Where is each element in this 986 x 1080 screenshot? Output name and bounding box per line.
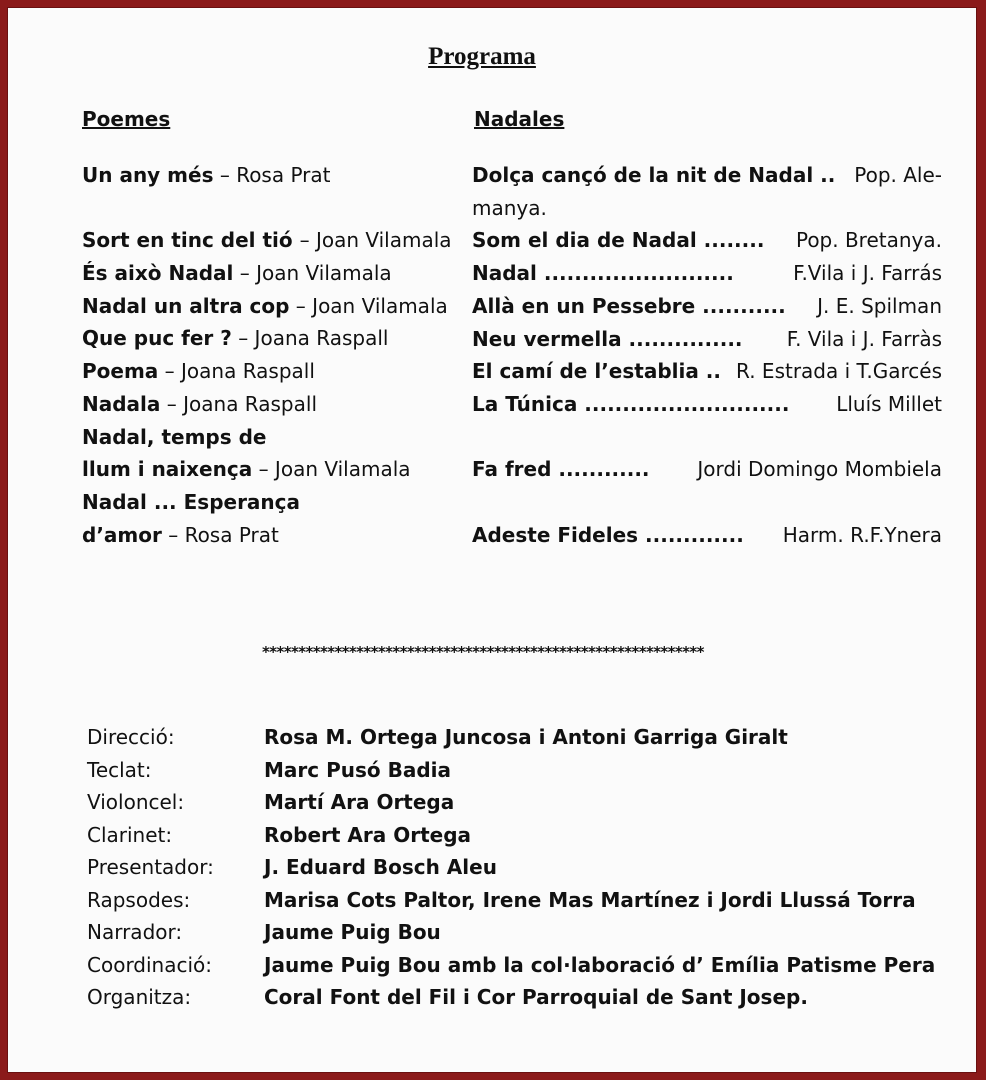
credit-row (87, 754, 935, 787)
carol-item (472, 257, 942, 290)
poem-author: – Joan Vilamala (233, 261, 392, 286)
poem-author: – Joan Vilamala (289, 293, 448, 318)
poem-item (82, 192, 482, 225)
poem-item (82, 421, 482, 454)
poem-author: – Joana Raspall (231, 326, 389, 351)
poem-title: És això Nadal (82, 261, 234, 286)
carol-item (472, 355, 942, 388)
carol-title: La Túnica ........................... (472, 391, 790, 416)
carol-item (472, 453, 942, 486)
credit-row (87, 851, 935, 884)
credit-role: Narrador: (87, 920, 183, 944)
carol-title: Nadal ......................... (472, 261, 734, 286)
carol-item (472, 486, 942, 519)
carol-item (472, 388, 942, 421)
carol-title: Allà en un Pessebre ........... (472, 293, 786, 318)
poem-title: d’amor (82, 522, 162, 547)
carol-author: R. Estrada i T.Garcés (736, 359, 942, 384)
carol-author: manya. (472, 195, 547, 220)
poem-item (82, 322, 482, 355)
poem-item (82, 257, 482, 290)
carol-title: El camí de l’establia .. (472, 359, 721, 384)
carols-list (472, 159, 942, 551)
poem-title: Nadal un altra cop (82, 293, 290, 318)
credit-row (87, 786, 935, 819)
credit-row (87, 819, 935, 852)
program-sheet (7, 7, 977, 1073)
poem-author: – Joan Vilamala (299, 228, 452, 253)
credits-list (87, 721, 935, 1014)
credit-role: Organitza: (87, 985, 192, 1009)
credit-name: Marisa Cots Paltor, Irene Mas Martínez i Jordi Llussá Torra (264, 887, 916, 912)
poem-title: Poema (82, 359, 159, 384)
poem-title: llum i naixença (82, 457, 253, 482)
carol-item (472, 192, 942, 225)
carol-author: Pop. Bretanya. (795, 228, 942, 253)
carol-author: J. E. Spilman (817, 293, 942, 318)
credit-row (87, 981, 935, 1014)
credit-role: Coordinació: (87, 952, 213, 977)
poem-item (82, 388, 482, 421)
carol-item (472, 323, 942, 356)
poem-title: Sort en tinc del tió (82, 228, 300, 253)
carol-item (472, 421, 942, 454)
carol-title: Fa fred ............ (472, 457, 650, 482)
credit-name: Jaume Puig Bou amb la col·laboració d’ Emília Patisme Pera (264, 952, 936, 977)
carol-title: Adeste Fideles ............. (472, 522, 744, 547)
credit-name: Robert Ara Ortega (264, 822, 472, 847)
poem-item (82, 224, 482, 257)
carol-author: Pop. Ale- (854, 163, 942, 187)
credit-name: Jaume Puig Bou (264, 920, 441, 944)
credit-name: Rosa M. Ortega Juncosa i Antoni Garriga Giralt (264, 725, 788, 749)
credit-name: J. Eduard Bosch Aleu (264, 855, 497, 879)
poem-item (82, 453, 482, 486)
credit-role: Teclat: (87, 757, 152, 782)
credit-role: Clarinet: (87, 822, 173, 847)
carol-author: Harm. R.F.Ynera (782, 522, 942, 547)
poem-author: – Rosa Prat (161, 522, 279, 547)
credit-row (87, 721, 935, 754)
poem-item (82, 355, 482, 388)
credit-role: Violoncel: (87, 790, 185, 814)
carol-author: Jordi Domingo Mombiela (697, 457, 942, 482)
credit-name: Coral Font del Fil i Cor Parroquial de Sant Josep. (264, 985, 808, 1009)
credit-role: Rapsodes: (87, 887, 191, 912)
poem-item (82, 159, 482, 192)
page-title: Programa (428, 43, 536, 70)
credit-row (87, 884, 935, 917)
carols-header: Nadales (474, 107, 565, 131)
carol-title: Som el dia de Nadal ........ (472, 228, 765, 253)
poem-title: Nadal ... Esperança (82, 489, 301, 514)
credit-row (87, 916, 935, 949)
credit-row (87, 949, 935, 982)
credit-role: Presentador: (87, 855, 214, 879)
poems-list (82, 159, 482, 551)
carol-author: F. Vila i J. Farràs (786, 326, 942, 351)
poem-item (82, 519, 482, 552)
carol-title: Neu vermella ............... (472, 326, 743, 351)
poem-item (82, 290, 482, 323)
poem-author: – Rosa Prat (213, 163, 331, 187)
carol-item (472, 159, 942, 192)
poem-title: Un any més (82, 163, 214, 187)
poem-item (82, 486, 482, 519)
carol-item (472, 290, 942, 323)
poem-author: – Joan Vilamala (252, 457, 411, 482)
separator-line: ************************************************************* (262, 643, 704, 661)
poems-header: Poemes (82, 107, 171, 131)
credit-role: Direcció: (87, 725, 175, 749)
poem-title: Nadala (82, 391, 161, 416)
carol-item (472, 519, 942, 552)
poem-author: – Joana Raspall (158, 359, 315, 384)
carol-author: F.Vila i J. Farrás (793, 261, 942, 286)
carol-item (472, 224, 942, 257)
poem-author: – Joana Raspall (160, 391, 317, 416)
poem-title: Nadal, temps de (82, 424, 267, 449)
credit-name: Martí Ara Ortega (264, 790, 455, 814)
carol-title: Dolça cançó de la nit de Nadal .. (472, 163, 836, 187)
carol-author: Lluís Millet (836, 391, 942, 416)
credit-name: Marc Pusó Badia (264, 757, 451, 782)
poem-title: Que puc fer ? (82, 326, 232, 351)
